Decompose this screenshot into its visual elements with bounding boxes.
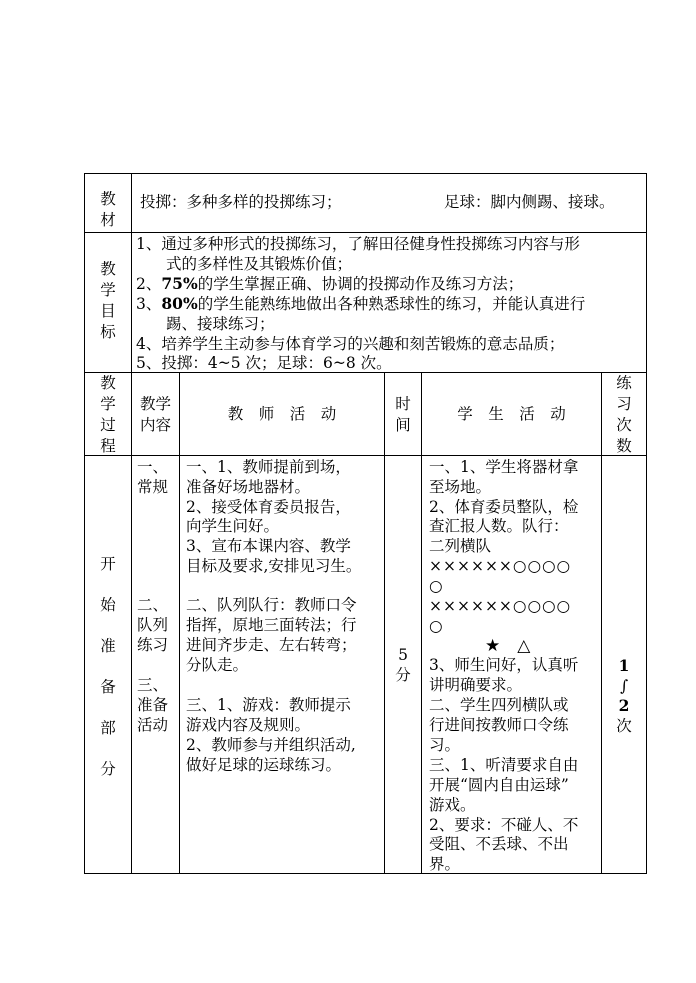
goal-line: 式的多样性及其锻炼价值； xyxy=(166,255,353,273)
formation-row: ××××××○○○○ xyxy=(429,597,572,615)
count-line: 1 xyxy=(618,656,630,675)
teacher-line: 指挥，原地三面转法；行 xyxy=(186,616,357,634)
time-header-char: 时 xyxy=(395,395,411,413)
divider-header xyxy=(84,455,647,456)
student-line: 查汇报人数。队行： xyxy=(429,517,569,535)
goals-header-char: 目 xyxy=(100,302,116,320)
col-divider-2 xyxy=(179,372,180,874)
divider-material xyxy=(84,232,647,233)
process-header-char: 教 xyxy=(100,374,116,392)
formation-row: ○ xyxy=(429,617,443,635)
teacher-line: 做好足球的运球练习。 xyxy=(186,756,342,774)
goal-line: 3、80%的学生能熟练地做出各种熟悉球性的练习，并能认真进行 xyxy=(136,294,586,313)
teacher-line: 3、宣布本课内容、教学 xyxy=(186,537,351,555)
col-divider-4 xyxy=(421,372,422,874)
goals-header-char: 学 xyxy=(100,281,116,299)
count-line: 2 xyxy=(618,696,630,715)
count-header xyxy=(602,373,646,457)
col-divider-1 xyxy=(131,173,132,874)
goal-line: 1、通过多种形式的投掷练习，了解田径健身性投掷练习内容与形 xyxy=(136,235,580,253)
content-item-line: 准备 xyxy=(137,696,169,714)
teacher-line: 2、接受体育委员报告， xyxy=(186,498,351,516)
teacher-line: 二、队列队行：教师口令 xyxy=(186,596,357,614)
border-bottom xyxy=(84,873,647,874)
process-header-char: 学 xyxy=(100,395,116,413)
content-item-line: 练习 xyxy=(137,636,169,654)
count-header-char: 习 xyxy=(616,395,632,413)
content-item-line: 三、 xyxy=(137,676,169,694)
student-line: 界。 xyxy=(429,855,461,873)
content-header xyxy=(132,394,179,436)
goals-header xyxy=(85,259,131,343)
count-header-char: 数 xyxy=(616,437,632,455)
formation-symbols: ★ △ xyxy=(485,636,531,656)
teacher-line: 向学生问好。 xyxy=(186,517,280,535)
content-item-line: 活动 xyxy=(137,716,169,734)
material-football: 足球：脚内侧踢、接球。 xyxy=(444,193,615,211)
student-line: 行进间按教师口令练 xyxy=(429,716,569,734)
student-line: 一、1、学生将器材拿 xyxy=(429,458,579,476)
content-header-line: 教学 xyxy=(139,395,171,413)
count-line: 次 xyxy=(616,717,632,735)
border-right xyxy=(646,173,647,874)
teacher-header: 教 师 活 动 xyxy=(227,405,337,423)
teacher-line: 进间齐步走、左右转弯； xyxy=(186,636,357,654)
process-header xyxy=(85,373,131,457)
content-header-line: 内容 xyxy=(139,416,171,434)
process-header-char: 过 xyxy=(100,416,116,434)
formation-row: ××××××○○○○ xyxy=(429,557,572,575)
student-line: 2、体育委员整队，检 xyxy=(429,498,579,516)
part-name-char: 备 xyxy=(100,678,116,696)
teacher-line: 游戏内容及规则。 xyxy=(186,716,311,734)
content-item-line: 一、 xyxy=(137,458,169,476)
part-name-char: 开 xyxy=(100,555,116,573)
student-line: 受阻、不丢球、不出 xyxy=(429,835,569,853)
student-line: 2、要求：不碰人、不 xyxy=(429,816,579,834)
teacher-line: 一、1、教师提前到场， xyxy=(186,458,351,476)
goals-header-char: 标 xyxy=(100,323,116,341)
part-name-char: 部 xyxy=(100,719,116,737)
student-line: 游戏。 xyxy=(429,796,476,814)
part-name-char: 准 xyxy=(100,637,116,655)
goal-line: 踢、接球练习； xyxy=(166,315,275,333)
goals-header-char: 教 xyxy=(100,260,116,278)
material-header-char: 教 xyxy=(100,190,116,208)
teacher-line: 2、教师参与并组织活动, xyxy=(186,736,356,754)
time-number: 5 xyxy=(398,646,408,664)
student-line: 三、1、听清要求自由 xyxy=(429,756,579,774)
student-header: 学 生 活 动 xyxy=(457,405,566,423)
goal-line: 2、75%的学生掌握正确、协调的投掷动作及练习方法； xyxy=(136,274,524,293)
student-line: 开展“圆内自由运球” xyxy=(429,776,569,794)
content-item-line: 常规 xyxy=(137,478,169,496)
student-line: 至场地。 xyxy=(429,478,492,496)
formation-row: ○ xyxy=(429,577,443,595)
count-header-char: 练 xyxy=(616,374,632,392)
content-item-line: 队列 xyxy=(137,616,169,634)
process-header-char: 程 xyxy=(100,437,116,455)
part-name-char: 分 xyxy=(100,760,116,778)
time-header xyxy=(385,394,421,436)
student-line: 二、学生四列横队或 xyxy=(429,696,569,714)
time-unit: 分 xyxy=(395,666,411,684)
part-name-char: 始 xyxy=(100,596,116,614)
goal-line: 4、培养学生主动参与体育学习的兴趣和刻苦锻炼的意志品质； xyxy=(136,335,565,353)
material-header-char: 材 xyxy=(100,211,116,229)
teacher-line: 分队走。 xyxy=(186,656,249,674)
teacher-line: 目标及要求,安排见习生。 xyxy=(186,557,362,575)
content-item-line: 二、 xyxy=(137,596,169,614)
count-header-char: 次 xyxy=(616,416,632,434)
student-line: 习。 xyxy=(429,736,461,754)
teacher-line: 三、1、游戏：教师提示 xyxy=(186,696,351,714)
teacher-line: 准备好场地器材。 xyxy=(186,478,311,496)
col-divider-3 xyxy=(384,372,385,874)
count-line: ∫ xyxy=(619,677,629,695)
student-line: 讲明确要求。 xyxy=(429,676,523,694)
student-line: 二列横队 xyxy=(429,537,492,555)
goal-line: 5、投掷：4~5 次；足球：6~8 次。 xyxy=(136,354,392,372)
student-line: 3、师生问好，认真听 xyxy=(429,656,579,674)
material-header xyxy=(85,189,131,231)
material-throw: 投掷：多种多样的投掷练习； xyxy=(140,193,342,211)
border-top xyxy=(84,173,647,174)
time-header-char: 间 xyxy=(395,416,411,434)
